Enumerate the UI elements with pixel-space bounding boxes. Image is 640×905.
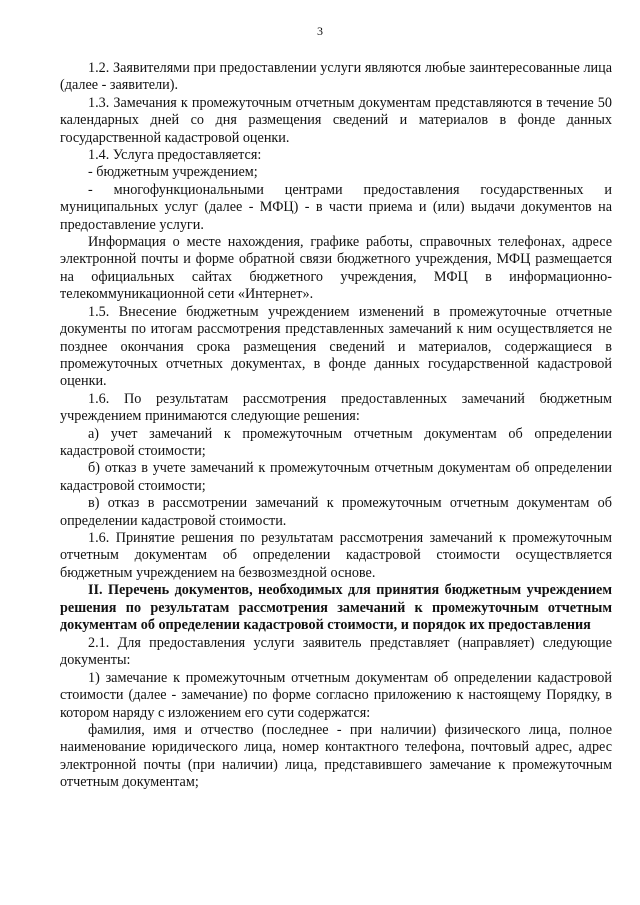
paragraph-1-6-free-of-charge: 1.6. Принятие решения по результатам рассмотрения замечаний к промежуточным отчетным документам об определении кадастровой стоимости осуществляется бюджетным учреждением на безвозмездной основе. <box>60 529 612 581</box>
paragraph-1-5: 1.5. Внесение бюджетным учреждением изменений в промежуточные отчетные документы по итогам рассмотрения представленных замечаний к ним осуществляется не позднее окончания срока размещения сведений и материалов, содержащиеся в промежуточных отчетных документах, в фонде данных государственной кадастровой оценки. <box>60 303 612 390</box>
list-item-mfc: - многофункциональными центрами предоставления государственных и муниципальных услуг (далее - МФЦ) - в части приема и (или) выдачи документов на предоставление услуги. <box>60 181 612 233</box>
decision-item-a: а) учет замечаний к промежуточным отчетным документам об определении кадастровой стоимости; <box>60 425 612 459</box>
decision-item-v: в) отказ в рассмотрении замечаний к промежуточным отчетным документам об определении кадастровой стоимости. <box>60 495 612 529</box>
paragraph-1-3: 1.3. Замечания к промежуточным отчетным документам представляются в течение 50 календарных дней со дня размещения сведений и материалов в фонде данных государственной кадастровой оценки. <box>60 94 612 146</box>
list-item-budget-institution: - бюджетным учреждением; <box>88 164 258 181</box>
paragraph-1-4: 1.4. Услуга предоставляется: <box>88 147 262 164</box>
document-body <box>60 60 612 792</box>
paragraph-1-6-decisions: 1.6. По результатам рассмотрения предоставленных замечаний бюджетным учреждением принимаются следующие решения: <box>60 390 612 425</box>
list-item-1-remark: 1) замечание к промежуточным отчетным документам об определении кадастровой стоимости (далее - замечание) по форме согласно приложению к настоящему Порядку, в котором наряду с изложением его сути содержатся: <box>60 669 612 721</box>
paragraph-contact-info: Информация о месте нахождения, графике работы, справочных телефонах, адресе электронной почты и форме обратной связи бюджетного учреждения, МФЦ размещается на официальных сайтах бюджетного учреждения, МФЦ в информационно-телекоммуникационной сети «Интернет». <box>60 234 612 303</box>
section-heading: II. Перечень документов, необходимых для принятия бюджетным учреждением решения по результатам рассмотрения замечаний к промежуточным отчетным документам об определении кадастровой стоимости, и порядок их предоставления <box>60 582 612 634</box>
page-number: 3 <box>317 24 323 38</box>
paragraph-2-1: 2.1. Для предоставления услуги заявитель представляет (направляет) следующие документы: <box>60 634 612 669</box>
paragraph-1-2: 1.2. Заявителями при предоставлении услуги являются любые заинтересованные лица (далее - заявители). <box>60 60 612 94</box>
paragraph-applicant-details: фамилия, имя и отчество (последнее - при наличии) физического лица, полное наименование юридического лица, номер контактного телефона, почтовый адрес, адрес электронной почты (при наличии) лица, представившего замечание к промежуточным отчетным документам; <box>60 722 612 791</box>
decision-item-b: б) отказ в учете замечаний к промежуточным отчетным документам об определении кадастровой стоимости; <box>60 460 612 494</box>
